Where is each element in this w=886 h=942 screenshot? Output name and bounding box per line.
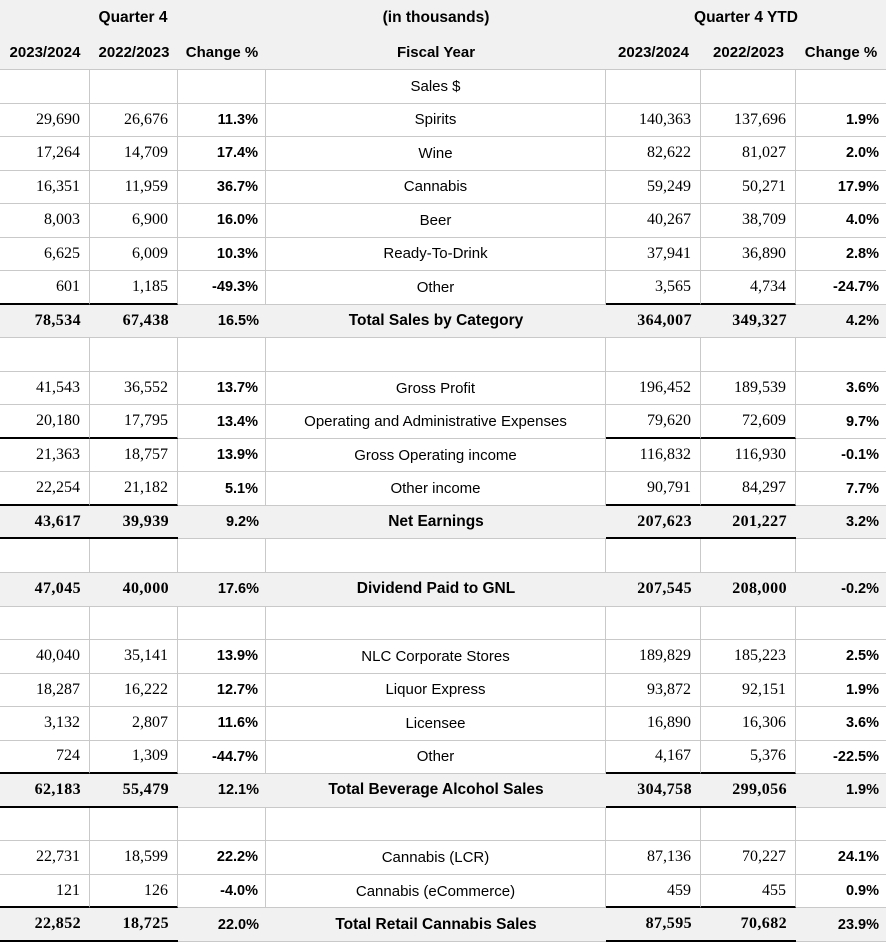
q4-current-cell: 29,690 — [0, 104, 90, 138]
table-row — [0, 204, 886, 238]
q4-current-cell: 3,132 — [0, 707, 90, 741]
spacer-row — [0, 539, 886, 573]
ytd-change-cell: -0.1% — [796, 439, 886, 473]
table-row — [0, 271, 886, 305]
q4-current-cell: 62,183 — [0, 774, 90, 808]
row-label: Total Sales by Category — [266, 305, 606, 339]
ytd-prior-cell: 5,376 — [701, 741, 796, 775]
ytd-current-cell: 59,249 — [606, 171, 701, 205]
q4-change-header: Change % — [178, 36, 266, 70]
q4-prior-cell: 6,009 — [90, 238, 178, 272]
q4-change-cell: 16.0% — [178, 204, 266, 238]
ytd-change-cell: 3.2% — [796, 506, 886, 540]
q4-change-cell: 22.0% — [178, 908, 266, 942]
ytd-prior-cell: 201,227 — [701, 506, 796, 540]
q4-prior-cell: 55,479 — [90, 774, 178, 808]
ytd-change-cell — [796, 607, 886, 641]
q4-change-cell — [178, 539, 266, 573]
q4-current-cell: 20,180 — [0, 405, 90, 439]
q4-change-cell: 13.4% — [178, 405, 266, 439]
row-label: Dividend Paid to GNL — [266, 573, 606, 607]
ytd-prior-cell: 81,027 — [701, 137, 796, 171]
q4-prior-cell: 126 — [90, 875, 178, 909]
ytd-current-cell: 189,829 — [606, 640, 701, 674]
q4-prior-cell: 17,795 — [90, 405, 178, 439]
ytd-change-cell: -0.2% — [796, 573, 886, 607]
ytd-current-cell — [606, 70, 701, 104]
row-label: Other income — [266, 472, 606, 506]
q4-prior-year-header: 2022/2023 — [90, 36, 178, 70]
row-label: Total Beverage Alcohol Sales — [266, 774, 606, 808]
q4-prior-cell — [90, 70, 178, 104]
ytd-prior-cell: 185,223 — [701, 640, 796, 674]
ytd-change-cell: 9.7% — [796, 405, 886, 439]
ytd-change-cell: 7.7% — [796, 472, 886, 506]
ytd-current-cell: 79,620 — [606, 405, 701, 439]
ytd-current-cell — [606, 338, 701, 372]
row-label: Liquor Express — [266, 674, 606, 708]
ytd-prior-cell: 70,227 — [701, 841, 796, 875]
q4-current-cell: 22,254 — [0, 472, 90, 506]
ytd-change-cell: 23.9% — [796, 908, 886, 942]
q4-change-cell: -4.0% — [178, 875, 266, 909]
ytd-prior-cell — [701, 808, 796, 842]
ytd-prior-cell: 50,271 — [701, 171, 796, 205]
ytd-current-cell: 87,595 — [606, 908, 701, 942]
q4-change-cell: 13.9% — [178, 439, 266, 473]
row-label: Cannabis (LCR) — [266, 841, 606, 875]
table-row — [0, 841, 886, 875]
ytd-prior-cell: 36,890 — [701, 238, 796, 272]
row-label: Gross Profit — [266, 372, 606, 406]
ytd-change-cell: 2.0% — [796, 137, 886, 171]
ytd-prior-cell: 208,000 — [701, 573, 796, 607]
q4-current-cell: 8,003 — [0, 204, 90, 238]
ytd-current-cell: 364,007 — [606, 305, 701, 339]
ytd-change-cell — [796, 70, 886, 104]
q4-prior-cell: 18,757 — [90, 439, 178, 473]
ytd-change-cell: 17.9% — [796, 171, 886, 205]
q4-current-cell: 78,534 — [0, 305, 90, 339]
ytd-prior-cell: 189,539 — [701, 372, 796, 406]
header-columns-row — [0, 36, 886, 70]
q4-prior-cell — [90, 607, 178, 641]
ytd-change-cell — [796, 338, 886, 372]
table-row — [0, 171, 886, 205]
row-label: NLC Corporate Stores — [266, 640, 606, 674]
ytd-prior-cell — [701, 539, 796, 573]
table-row — [0, 640, 886, 674]
q4-current-cell: 601 — [0, 271, 90, 305]
table-row — [0, 372, 886, 406]
q4-prior-cell — [90, 539, 178, 573]
table-row — [0, 472, 886, 506]
row-label: Ready-To-Drink — [266, 238, 606, 272]
q4-current-cell — [0, 607, 90, 641]
ytd-current-cell: 87,136 — [606, 841, 701, 875]
q4-prior-cell: 26,676 — [90, 104, 178, 138]
ytd-current-cell: 40,267 — [606, 204, 701, 238]
ytd-current-cell: 207,623 — [606, 506, 701, 540]
q4-change-cell — [178, 70, 266, 104]
row-label: Spirits — [266, 104, 606, 138]
row-label: Other — [266, 271, 606, 305]
ytd-current-cell: 459 — [606, 875, 701, 909]
ytd-change-header: Change % — [796, 36, 886, 70]
q4-prior-cell: 18,725 — [90, 908, 178, 942]
header-group-row — [0, 0, 886, 36]
table-row — [0, 104, 886, 138]
ytd-prior-cell: 4,734 — [701, 271, 796, 305]
q4-change-cell: 5.1% — [178, 472, 266, 506]
q4-change-cell: 11.3% — [178, 104, 266, 138]
quarter4-ytd-group-header: Quarter 4 YTD — [694, 9, 798, 26]
ytd-change-cell: 1.9% — [796, 104, 886, 138]
q4-change-cell — [178, 338, 266, 372]
q4-current-cell — [0, 338, 90, 372]
ytd-prior-cell — [701, 70, 796, 104]
q4-change-cell — [178, 607, 266, 641]
row-label — [266, 607, 606, 641]
q4-prior-cell: 2,807 — [90, 707, 178, 741]
q4-current-cell: 6,625 — [0, 238, 90, 272]
ytd-prior-cell — [701, 338, 796, 372]
q4-change-cell: 36.7% — [178, 171, 266, 205]
table-row — [0, 238, 886, 272]
ytd-change-cell: 3.6% — [796, 372, 886, 406]
ytd-current-cell: 90,791 — [606, 472, 701, 506]
ytd-current-cell — [606, 607, 701, 641]
ytd-current-cell: 93,872 — [606, 674, 701, 708]
row-label: Beer — [266, 204, 606, 238]
q4-prior-cell — [90, 338, 178, 372]
ytd-change-cell — [796, 539, 886, 573]
ytd-prior-cell — [701, 607, 796, 641]
row-label: Operating and Administrative Expenses — [266, 405, 606, 439]
q4-change-cell: 9.2% — [178, 506, 266, 540]
total-row — [0, 573, 886, 607]
q4-change-cell: 10.3% — [178, 238, 266, 272]
q4-prior-cell: 1,309 — [90, 741, 178, 775]
ytd-change-cell — [796, 808, 886, 842]
table-body — [0, 70, 886, 942]
q4-change-cell: 17.4% — [178, 137, 266, 171]
q4-change-cell: 11.6% — [178, 707, 266, 741]
row-label: Total Retail Cannabis Sales — [266, 908, 606, 942]
ytd-current-cell: 207,545 — [606, 573, 701, 607]
q4-prior-cell: 39,939 — [90, 506, 178, 540]
ytd-change-cell: 24.1% — [796, 841, 886, 875]
ytd-current-cell: 304,758 — [606, 774, 701, 808]
q4-change-cell: 22.2% — [178, 841, 266, 875]
q4-current-cell: 41,543 — [0, 372, 90, 406]
ytd-prior-cell: 92,151 — [701, 674, 796, 708]
ytd-current-cell: 82,622 — [606, 137, 701, 171]
q4-prior-cell — [90, 808, 178, 842]
ytd-change-cell: 3.6% — [796, 707, 886, 741]
q4-current-cell: 21,363 — [0, 439, 90, 473]
table-row — [0, 674, 886, 708]
q4-prior-cell: 67,438 — [90, 305, 178, 339]
total-row — [0, 506, 886, 540]
q4-prior-cell: 11,959 — [90, 171, 178, 205]
ytd-change-cell: 2.8% — [796, 238, 886, 272]
ytd-current-cell: 37,941 — [606, 238, 701, 272]
q4-current-cell: 17,264 — [0, 137, 90, 171]
table-row — [0, 439, 886, 473]
ytd-current-cell: 3,565 — [606, 271, 701, 305]
table-row — [0, 741, 886, 775]
q4-prior-cell: 35,141 — [90, 640, 178, 674]
row-label: Licensee — [266, 707, 606, 741]
ytd-current-cell: 16,890 — [606, 707, 701, 741]
ytd-current-year-header: 2023/2024 — [606, 36, 701, 70]
q4-current-cell: 22,852 — [0, 908, 90, 942]
q4-current-cell: 22,731 — [0, 841, 90, 875]
row-label: Cannabis — [266, 171, 606, 205]
ytd-current-cell: 196,452 — [606, 372, 701, 406]
q4-prior-cell: 16,222 — [90, 674, 178, 708]
spacer-row — [0, 338, 886, 372]
ytd-prior-cell: 349,327 — [701, 305, 796, 339]
q4-prior-cell: 6,900 — [90, 204, 178, 238]
total-row — [0, 908, 886, 942]
ytd-current-cell — [606, 808, 701, 842]
q4-current-cell: 121 — [0, 875, 90, 909]
ytd-prior-cell: 16,306 — [701, 707, 796, 741]
ytd-current-cell: 4,167 — [606, 741, 701, 775]
ytd-change-cell: 4.2% — [796, 305, 886, 339]
ytd-prior-cell: 70,682 — [701, 908, 796, 942]
q4-current-cell: 47,045 — [0, 573, 90, 607]
row-label — [266, 539, 606, 573]
row-label: Wine — [266, 137, 606, 171]
fiscal-year-header: Fiscal Year — [266, 36, 606, 70]
ytd-change-cell: 1.9% — [796, 774, 886, 808]
row-label: Sales $ — [266, 70, 606, 104]
row-label: Cannabis (eCommerce) — [266, 875, 606, 909]
ytd-prior-cell: 116,930 — [701, 439, 796, 473]
ytd-change-cell: 1.9% — [796, 674, 886, 708]
total-row — [0, 305, 886, 339]
ytd-change-cell: -24.7% — [796, 271, 886, 305]
ytd-change-cell: 0.9% — [796, 875, 886, 909]
q4-current-cell: 40,040 — [0, 640, 90, 674]
q4-prior-cell: 1,185 — [90, 271, 178, 305]
q4-change-cell: 16.5% — [178, 305, 266, 339]
q4-change-cell: 13.7% — [178, 372, 266, 406]
q4-change-cell: -44.7% — [178, 741, 266, 775]
ytd-change-cell: -22.5% — [796, 741, 886, 775]
q4-current-cell: 724 — [0, 741, 90, 775]
q4-prior-cell: 18,599 — [90, 841, 178, 875]
q4-prior-cell: 40,000 — [90, 573, 178, 607]
q4-change-cell: 17.6% — [178, 573, 266, 607]
row-label — [266, 808, 606, 842]
ytd-current-cell: 116,832 — [606, 439, 701, 473]
ytd-prior-cell: 137,696 — [701, 104, 796, 138]
row-label: Net Earnings — [266, 506, 606, 540]
q4-current-year-header: 2023/2024 — [0, 36, 90, 70]
q4-change-cell: -49.3% — [178, 271, 266, 305]
spacer-row — [0, 808, 886, 842]
q4-change-cell: 12.7% — [178, 674, 266, 708]
q4-prior-cell: 36,552 — [90, 372, 178, 406]
ytd-change-cell: 2.5% — [796, 640, 886, 674]
row-label: Gross Operating income — [266, 439, 606, 473]
spacer-row — [0, 607, 886, 641]
q4-current-cell — [0, 70, 90, 104]
ytd-prior-cell: 72,609 — [701, 405, 796, 439]
q4-change-cell: 12.1% — [178, 774, 266, 808]
ytd-change-cell: 4.0% — [796, 204, 886, 238]
table-row — [0, 405, 886, 439]
ytd-prior-cell: 38,709 — [701, 204, 796, 238]
ytd-prior-cell: 84,297 — [701, 472, 796, 506]
quarter4-group-header: Quarter 4 — [98, 9, 168, 26]
row-label — [266, 338, 606, 372]
q4-current-cell — [0, 539, 90, 573]
q4-current-cell — [0, 808, 90, 842]
ytd-prior-cell: 299,056 — [701, 774, 796, 808]
q4-change-cell — [178, 808, 266, 842]
q4-prior-cell: 14,709 — [90, 137, 178, 171]
ytd-current-cell: 140,363 — [606, 104, 701, 138]
section-row — [0, 70, 886, 104]
total-row — [0, 774, 886, 808]
ytd-prior-cell: 455 — [701, 875, 796, 909]
ytd-prior-year-header: 2022/2023 — [701, 36, 796, 70]
q4-current-cell: 18,287 — [0, 674, 90, 708]
q4-prior-cell: 21,182 — [90, 472, 178, 506]
row-label: Other — [266, 741, 606, 775]
ytd-current-cell — [606, 539, 701, 573]
table-row — [0, 707, 886, 741]
units-note: (in thousands) — [382, 9, 490, 26]
table-row — [0, 137, 886, 171]
q4-current-cell: 43,617 — [0, 506, 90, 540]
table-row — [0, 875, 886, 909]
q4-current-cell: 16,351 — [0, 171, 90, 205]
q4-change-cell: 13.9% — [178, 640, 266, 674]
